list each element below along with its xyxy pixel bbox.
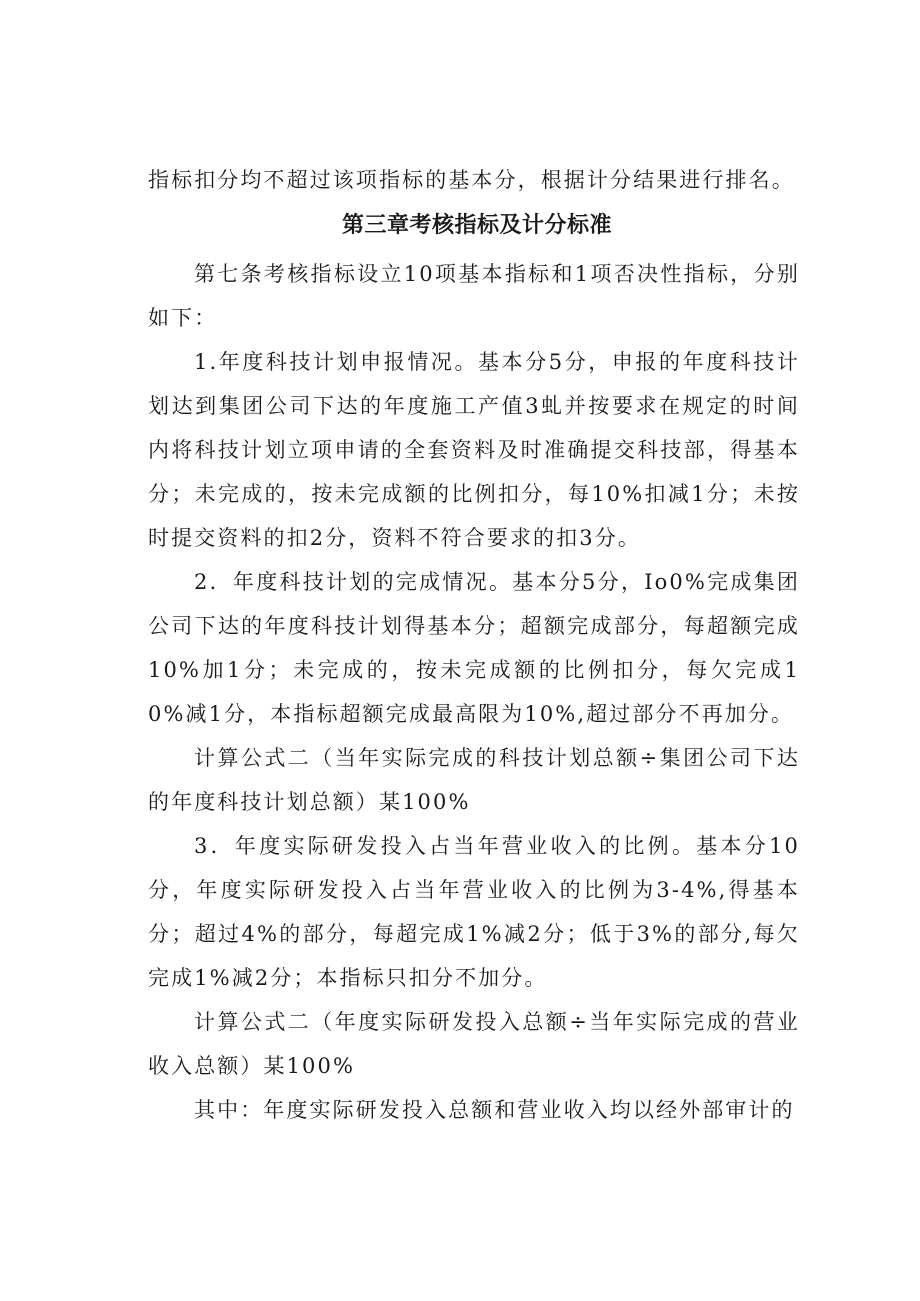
document-page [148, 158, 800, 1132]
chapter-heading: 第三章考核指标及计分标准 [341, 213, 612, 238]
paragraph-formula-1: 计算公式二（当年实际完成的科技计划总额÷集团公司下达的年度科技计划总额）某100% [148, 746, 800, 814]
paragraph-continuation: 指标扣分均不超过该项指标的基本分，根据计分结果进行排名。 [148, 168, 795, 192]
paragraph-article-7: 第七条考核指标设立10项基本指标和1项否决性指标，分别如下： [148, 262, 800, 330]
paragraph-note: 其中：年度实际研发投入总额和营业收入均以经外部审计的 [194, 1098, 795, 1122]
paragraph-formula-2: 计算公式二（年度实际研发投入总额÷当年实际完成的营业收入总额）某100% [148, 1010, 800, 1078]
paragraph-item-3: 3．年度实际研发投入占当年营业收入的比例。基本分10分，年度实际研发投入占当年营业收入的比例为3-4%,得基本分；超过4%的部分，每超完成1%减2分；低于3%的部分,每欠完成1%减2分；本指标只扣分不加分。 [148, 834, 800, 990]
paragraph-item-2: 2．年度科技计划的完成情况。基本分5分，Io0%完成集团公司下达的年度科技计划得基本分；超额完成部分，每超额完成10%加1分；未完成的，按未完成额的比例扣分，每欠完成10%减1分，本指标超额完成最高限为10%,超过部分不再加分。 [148, 570, 800, 726]
paragraph-item-1: 1.年度科技计划申报情况。基本分5分，申报的年度科技计划达到集团公司下达的年度施工产值3虬并按要求在规定的时间内将科技计划立项申请的全套资料及时准确提交科技部，得基本分；未完成的，按未完成额的比例扣分，每10%扣减1分；未按时提交资料的扣2分，资料不符合要求的扣3分。 [148, 350, 800, 550]
